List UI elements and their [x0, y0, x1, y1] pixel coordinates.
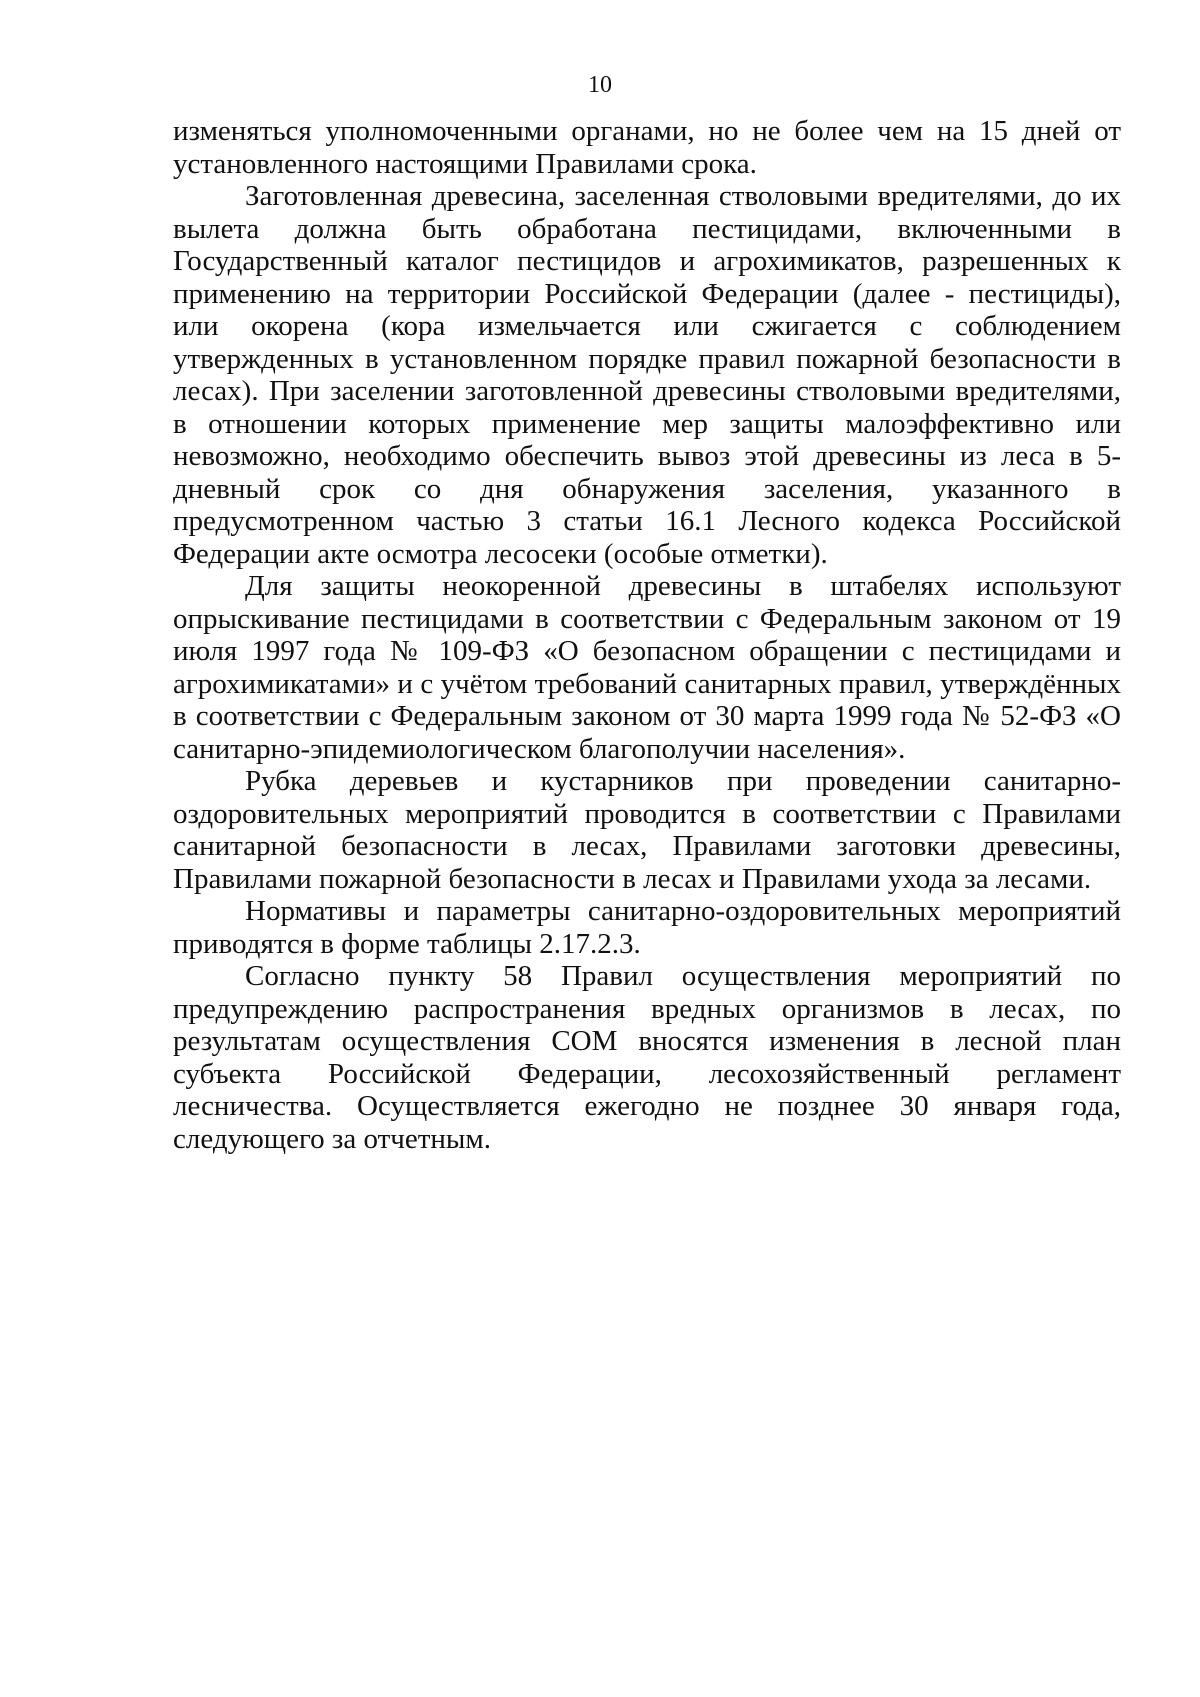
- paragraph-tree-felling: Рубка деревьев и кустарников при проведении санитарно-оздоровительных мероприятий проводится в соответствии с Правилами санитарной безопасности в лесах, Правилами заготовки древесины, Правилами пожарной безопасности в лесах и Правилами ухода за лесами.: [173, 765, 1121, 895]
- paragraph-norms-parameters: Нормативы и параметры санитарно-оздоровительных мероприятий приводятся в форме таблицы 2.17.2.3.: [173, 895, 1121, 960]
- paragraph-unbarked-wood-protection: Для защиты неокоренной древесины в штабелях используют опрыскивание пестицидами в соответствии с Федеральным законом от 19 июля 1997 года № 109-ФЗ «О безопасном обращении с пестицидами и агрохимикатами» и с учётом требований санитарных правил, утверждённых в соответствии с Федеральным законом от 30 марта 1999 года № 52-ФЗ «О санитарно-эпидемиологическом благополучии населения».: [173, 570, 1121, 765]
- paragraph-harvested-wood-treatment: Заготовленная древесина, заселенная стволовыми вредителями, до их вылета должна быть обработана пестицидами, включенными в Государственный каталог пестицидов и агрохимикатов, разрешенных к применению на территории Российской Федерации (далее - пестициды), или окорена (кора измельчается или сжигается с соблюдением утвержденных в установленном порядке правил пожарной безопасности в лесах). При заселении заготовленной древесины стволовыми вредителями, в отношении которых применение мер защиты малоэффективно или невозможно, необходимо обеспечить вывоз этой древесины из леса в 5-дневный срок со дня обнаружения заселения, указанного в предусмотренном частью 3 статьи 16.1 Лесного кодекса Российской Федерации акте осмотра лесосеки (особые отметки).: [173, 180, 1121, 570]
- paragraph-continuation: изменяться уполномоченными органами, но не более чем на 15 дней от установленного настоящими Правилами срока.: [173, 115, 1121, 180]
- paragraph-forest-plan-changes: Согласно пункту 58 Правил осуществления мероприятий по предупреждению распространения вредных организмов в лесах, по результатам осуществления СОМ вносятся изменения в лесной план субъекта Российской Федерации, лесохозяйственный регламент лесничества. Осуществляется ежегодно не позднее 30 января года, следующего за отчетным.: [173, 960, 1121, 1155]
- document-body: [173, 115, 1121, 1155]
- page-number: 10: [588, 72, 612, 98]
